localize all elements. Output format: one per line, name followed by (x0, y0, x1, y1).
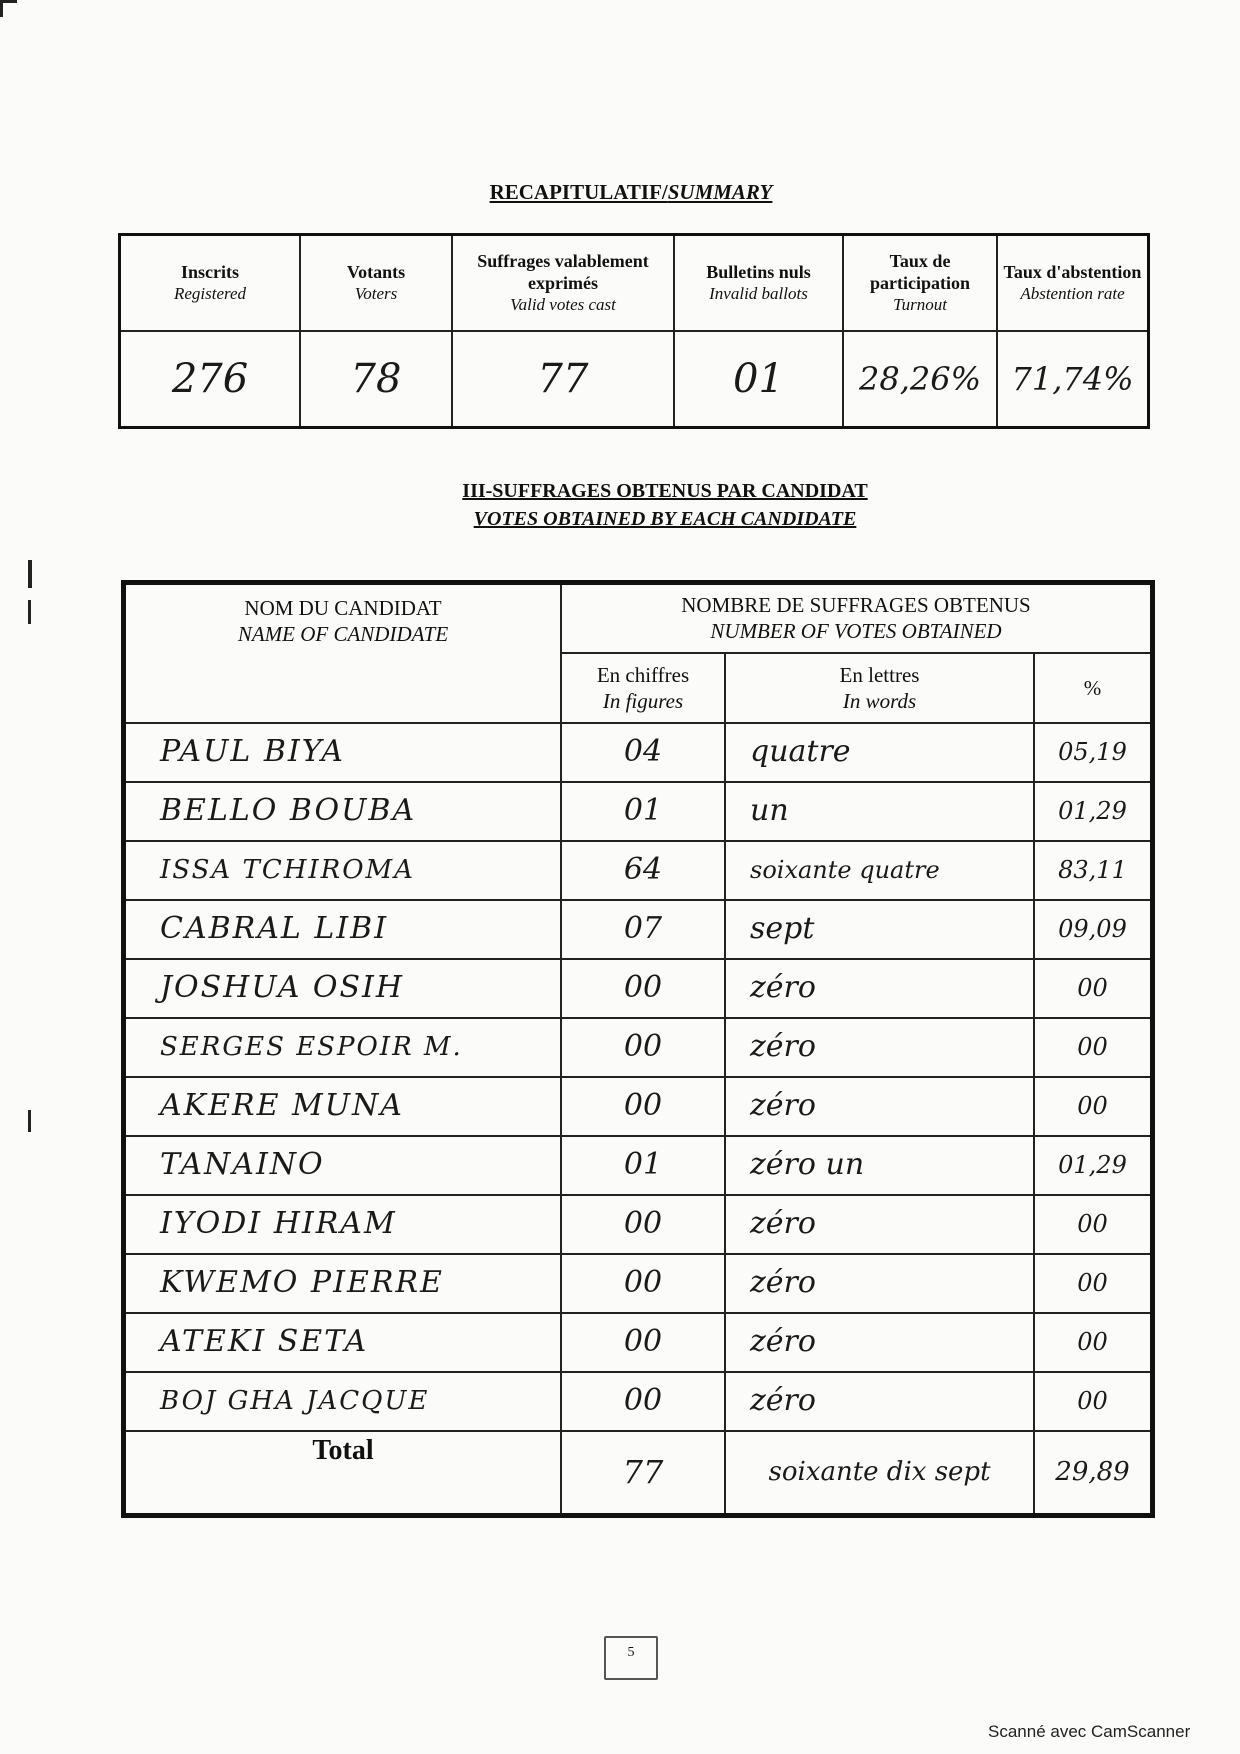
votes-percent: 00 (1034, 1077, 1153, 1136)
candidate-row (124, 1077, 1153, 1136)
candidate-row (124, 1136, 1153, 1195)
header-votes-obtained: NOMBRE DE SUFFRAGES OBTENUS NUMBER OF VOTES OBTAINED (561, 583, 1153, 653)
page-number: 5 (604, 1636, 658, 1680)
votes-percent: 00 (1034, 1195, 1153, 1254)
votes-figures: 00 (561, 1254, 725, 1313)
candidate-name: AKERE MUNA (124, 1077, 562, 1136)
candidate-name: BELLO BOUBA (124, 782, 562, 841)
votes-figures: 04 (561, 723, 725, 782)
candidate-name: IYODI HIRAM (124, 1195, 562, 1254)
camscanner-footer: Scanné avec CamScanner (988, 1722, 1191, 1741)
candidate-row (124, 1313, 1153, 1372)
votes-percent: 09,09 (1034, 900, 1153, 959)
candidate-row (124, 900, 1153, 959)
invalid-ballots-value: 01 (674, 331, 843, 428)
votes-figures: 64 (561, 841, 725, 900)
candidate-row (124, 959, 1153, 1018)
summary-table (118, 233, 1150, 429)
votes-percent: 00 (1034, 959, 1153, 1018)
header-in-figures: En chiffres In figures (561, 653, 725, 723)
votes-words: un (725, 782, 1034, 841)
scan-edge-mark (28, 600, 31, 624)
candidate-name: PAUL BIYA (124, 723, 562, 782)
votes-words: soixante quatre (725, 841, 1034, 900)
votes-percent: 83,11 (1034, 841, 1153, 900)
votes-words: sept (725, 900, 1034, 959)
candidate-name: SERGES ESPOIR M. (124, 1018, 562, 1077)
votes-figures: 00 (561, 1313, 725, 1372)
header-voters: Votants Voters (300, 235, 452, 331)
votes-percent: 00 (1034, 1372, 1153, 1431)
votes-percent: 05,19 (1034, 723, 1153, 782)
candidate-name: TANAINO (124, 1136, 562, 1195)
candidate-name: KWEMO PIERRE (124, 1254, 562, 1313)
candidate-row (124, 1195, 1153, 1254)
votes-words: quatre (725, 723, 1034, 782)
crop-corner-mark (0, 0, 17, 17)
candidate-row (124, 1254, 1153, 1313)
total-percent: 29,89 (1034, 1431, 1153, 1516)
header-invalid-ballots: Bulletins nuls Invalid ballots (674, 235, 843, 331)
votes-words: zéro un (725, 1136, 1034, 1195)
candidate-name: JOSHUA OSIH (124, 959, 562, 1018)
total-row (124, 1431, 1153, 1516)
section-title-fr: III-SUFFRAGES OBTENUS PAR CANDIDAT (462, 480, 868, 502)
header-candidate-name: NOM DU CANDIDAT NAME OF CANDIDATE (124, 583, 562, 723)
votes-words: zéro (725, 1077, 1034, 1136)
candidate-row (124, 782, 1153, 841)
header-valid-votes: Suffrages valablement exprimés Valid votes cast (452, 235, 674, 331)
candidate-row (124, 723, 1153, 782)
summary-title: RECAPITULATIF/SUMMARY (489, 180, 773, 204)
votes-percent: 01,29 (1034, 1136, 1153, 1195)
header-registered: Inscrits Registered (120, 235, 301, 331)
votes-figures: 00 (561, 1077, 725, 1136)
votes-percent: 00 (1034, 1254, 1153, 1313)
voters-value: 78 (300, 331, 452, 428)
total-words: soixante dix sept (725, 1431, 1034, 1516)
votes-figures: 00 (561, 959, 725, 1018)
votes-words: zéro (725, 1018, 1034, 1077)
votes-words: zéro (725, 959, 1034, 1018)
candidate-name: BOJ GHA JACQUE (124, 1372, 562, 1431)
candidate-name: CABRAL LIBI (124, 900, 562, 959)
votes-percent: 00 (1034, 1018, 1153, 1077)
header-abstention-rate: Taux d'abstention Abstention rate (997, 235, 1149, 331)
candidate-row (124, 1372, 1153, 1431)
votes-percent: 00 (1034, 1313, 1153, 1372)
scan-edge-mark (28, 560, 32, 588)
votes-figures: 00 (561, 1372, 725, 1431)
candidate-name: ATEKI SETA (124, 1313, 562, 1372)
votes-percent: 01,29 (1034, 782, 1153, 841)
scan-edge-mark (28, 1110, 31, 1132)
votes-table (121, 580, 1155, 1518)
votes-figures: 01 (561, 782, 725, 841)
votes-figures: 01 (561, 1136, 725, 1195)
turnout-value: 28,26% (843, 331, 997, 428)
votes-figures: 00 (561, 1195, 725, 1254)
header-turnout: Taux de participation Turnout (843, 235, 997, 331)
votes-words: zéro (725, 1313, 1034, 1372)
abstention-rate-value: 71,74% (997, 331, 1149, 428)
votes-figures: 07 (561, 900, 725, 959)
section-title-en: VOTES OBTAINED BY EACH CANDIDATE (473, 508, 857, 530)
registered-value: 276 (120, 331, 301, 428)
votes-words: zéro (725, 1372, 1034, 1431)
votes-figures: 00 (561, 1018, 725, 1077)
candidate-row (124, 1018, 1153, 1077)
header-percent: % (1034, 653, 1153, 723)
candidate-row (124, 841, 1153, 900)
total-label: Total (124, 1431, 562, 1516)
valid-votes-value: 77 (452, 331, 674, 428)
candidate-name: ISSA TCHIROMA (124, 841, 562, 900)
header-in-words: En lettres In words (725, 653, 1034, 723)
total-figures: 77 (561, 1431, 725, 1516)
votes-words: zéro (725, 1195, 1034, 1254)
votes-words: zéro (725, 1254, 1034, 1313)
